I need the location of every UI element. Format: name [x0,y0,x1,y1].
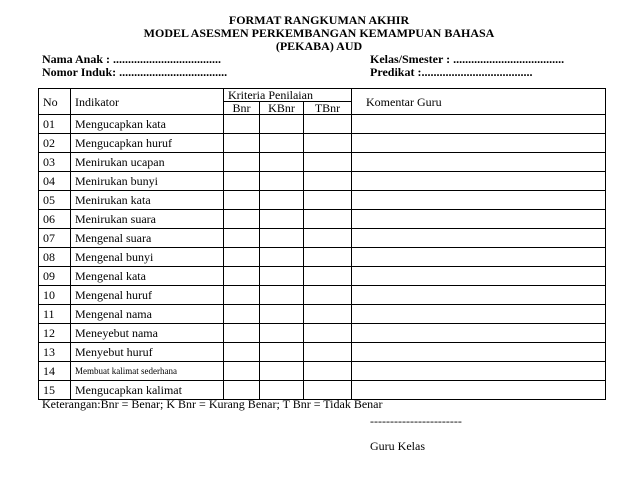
predikat-field: Predikat :..................................... [370,65,533,79]
cell-tbnr [304,267,352,286]
cell-komentar [352,267,606,286]
cell-bnr [224,134,260,153]
cell-kbnr [260,305,304,324]
cell-kbnr [260,248,304,267]
row-number: 04 [39,172,71,191]
header-tbnr: TBnr [304,102,352,115]
cell-komentar [352,172,606,191]
cell-komentar [352,362,606,381]
cell-tbnr [304,115,352,134]
kelas-semester-field: Kelas/Smester : ..................................... [370,52,565,66]
table-row [39,267,606,286]
cell-komentar [352,210,606,229]
header-bnr: Bnr [224,102,260,115]
row-indikator: Menirukan kata [71,191,224,210]
cell-kbnr [260,362,304,381]
cell-kbnr [260,267,304,286]
row-indikator: Menirukan ucapan [71,153,224,172]
cell-tbnr [304,172,352,191]
cell-komentar [352,191,606,210]
cell-tbnr [304,305,352,324]
table-row [39,153,606,172]
row-number: 03 [39,153,71,172]
cell-tbnr [304,229,352,248]
cell-bnr [224,115,260,134]
cell-tbnr [304,153,352,172]
cell-tbnr [304,286,352,305]
nomor-induk-field: Nomor Induk: .................................... [42,65,228,79]
cell-bnr [224,362,260,381]
title-line-3: (PEKABA) AUD [275,39,363,53]
title-line-1: FORMAT RANGKUMAN AKHIR [228,13,410,27]
cell-tbnr [304,324,352,343]
header-kriteria: Kriteria Penilaian [224,89,352,102]
cell-tbnr [304,210,352,229]
row-indikator: Meneyebut nama [71,324,224,343]
row-indikator: Menyebut huruf [71,343,224,362]
row-number: 05 [39,191,71,210]
table-row [39,286,606,305]
cell-tbnr [304,248,352,267]
cell-bnr [224,172,260,191]
cell-kbnr [260,210,304,229]
row-number: 06 [39,210,71,229]
table-row [39,229,606,248]
header-indikator: Indikator [71,89,224,115]
row-number: 09 [39,267,71,286]
cell-kbnr [260,343,304,362]
cell-komentar [352,381,606,400]
cell-tbnr [304,362,352,381]
header-kbnr: KBnr [260,102,304,115]
cell-kbnr [260,286,304,305]
row-number: 01 [39,115,71,134]
table-row [39,172,606,191]
table-row [39,305,606,324]
cell-komentar [352,324,606,343]
cell-komentar [352,229,606,248]
row-number: 08 [39,248,71,267]
table-row [39,324,606,343]
cell-tbnr [304,343,352,362]
cell-komentar [352,286,606,305]
guru-kelas-label: Guru Kelas [370,439,425,453]
row-number: 10 [39,286,71,305]
row-indikator: Mengucapkan kalimat [71,381,224,400]
title-line-2: MODEL ASESMEN PERKEMBANGAN KEMAMPUAN BAHASA [143,26,495,40]
cell-bnr [224,153,260,172]
row-indikator: Menirukan suara [71,210,224,229]
cell-kbnr [260,172,304,191]
cell-komentar [352,153,606,172]
cell-komentar [352,115,606,134]
row-number: 12 [39,324,71,343]
cell-bnr [224,305,260,324]
table-row [39,191,606,210]
table-row [39,115,606,134]
cell-tbnr [304,191,352,210]
cell-komentar [352,305,606,324]
cell-bnr [224,210,260,229]
cell-kbnr [260,229,304,248]
header-no: No [39,89,71,115]
table-row [39,362,606,381]
cell-tbnr [304,134,352,153]
row-indikator: Mengucapkan kata [71,115,224,134]
cell-kbnr [260,115,304,134]
row-number: 02 [39,134,71,153]
row-indikator: Menirukan bunyi [71,172,224,191]
row-number: 11 [39,305,71,324]
cell-bnr [224,191,260,210]
cell-kbnr [260,191,304,210]
cell-bnr [224,267,260,286]
row-indikator: Mengenal nama [71,305,224,324]
cell-bnr [224,343,260,362]
nama-anak-field: Nama Anak : .................................... [42,52,222,66]
row-indikator: Mengucapkan huruf [71,134,224,153]
cell-komentar [352,134,606,153]
row-indikator: Membuat kalimat sederhana [71,362,224,381]
cell-komentar [352,343,606,362]
cell-bnr [224,286,260,305]
cell-bnr [224,324,260,343]
cell-kbnr [260,153,304,172]
table-row [39,134,606,153]
cell-kbnr [260,324,304,343]
row-indikator: Mengenal kata [71,267,224,286]
table-row [39,248,606,267]
row-indikator: Mengenal huruf [71,286,224,305]
keterangan-note: Keterangan:Bnr = Benar; K Bnr = Kurang Benar; T Bnr = Tidak Benar [42,397,383,411]
row-indikator: Mengenal suara [71,229,224,248]
cell-bnr [224,229,260,248]
assessment-table [38,88,606,400]
row-indikator: Mengenal bunyi [71,248,224,267]
signature-line: ----------------------- [370,414,462,428]
row-number: 13 [39,343,71,362]
row-number: 07 [39,229,71,248]
cell-kbnr [260,134,304,153]
cell-bnr [224,248,260,267]
header-komentar: Komentar Guru [352,89,606,115]
row-number: 15 [39,381,71,400]
table-row [39,210,606,229]
table-row [39,343,606,362]
row-number: 14 [39,362,71,381]
cell-komentar [352,248,606,267]
